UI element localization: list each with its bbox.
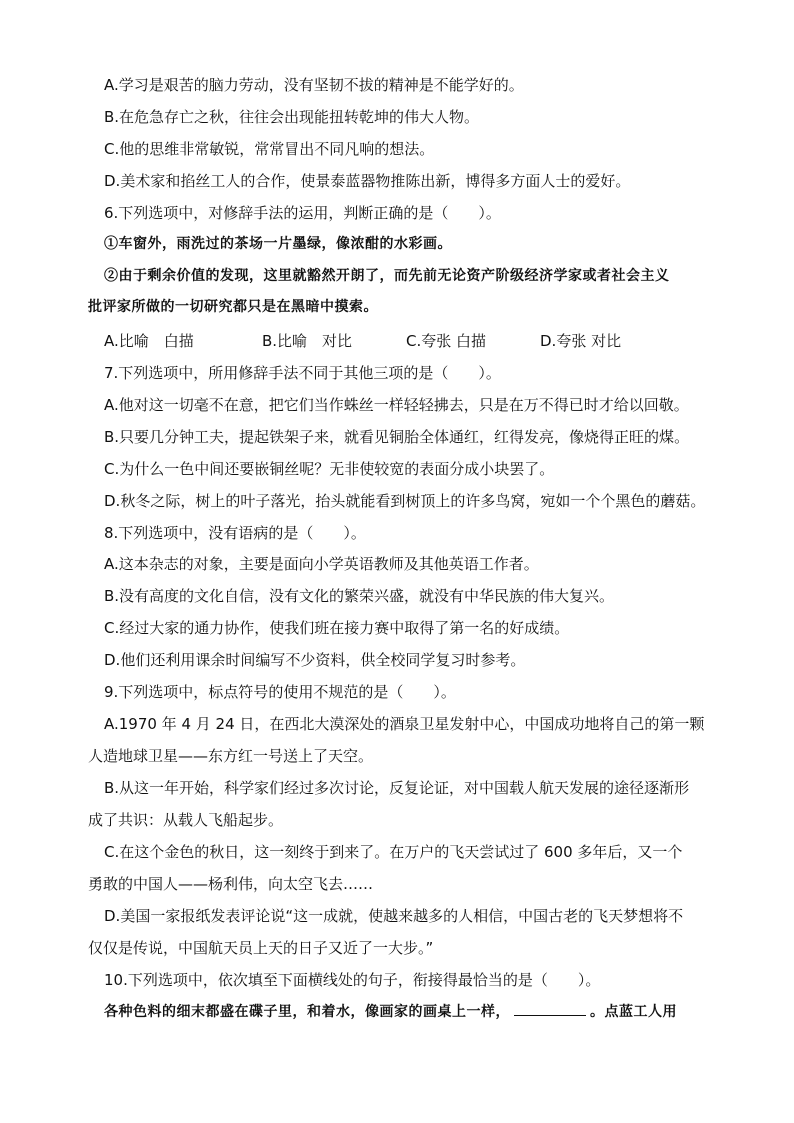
q6-sentence-1: ①车窗外，雨洗过的茶场一片墨绿，像浓酣的水彩画。 bbox=[104, 236, 452, 252]
question-8: 8.下列选项中，没有语病的是（ ）。 bbox=[104, 524, 366, 542]
q9-option-d-line2: 仅仅是传说，中国航天员上天的日子又近了一大步。” bbox=[88, 939, 434, 957]
q10-passage bbox=[104, 1001, 677, 1023]
q7-option-c: C.为什么一色中间还要嵌铜丝呢？无非使较宽的表面分成小块罢了。 bbox=[104, 460, 555, 478]
q8-option-c: C.经过大家的通力协作，使我们班在接力赛中取得了第一名的好成绩。 bbox=[104, 619, 570, 637]
question-6: 6.下列选项中，对修辞手法的运用，判断正确的是（ ）。 bbox=[104, 204, 501, 222]
q9-option-b-line1: B.从这一年开始，科学家们经过多次讨论，反复论证，对中国载人航天发展的途径逐渐形 bbox=[104, 779, 690, 797]
q7-option-b: B.只要几分钟工夫，提起铁架子来，就看见铜胎全体通红，红得发亮，像烧得正旺的煤。 bbox=[104, 428, 690, 446]
q7-option-a: A.他对这一切毫不在意，把它们当作蛛丝一样轻轻拂去，只是在万不得已时才给以回敬。 bbox=[104, 396, 689, 414]
q9-option-c-line2: 勇敢的中国人——杨利伟，向太空飞去…… bbox=[88, 875, 374, 893]
question-10: 10.下列选项中，依次填至下面横线处的句子，衔接得最恰当的是（ ）。 bbox=[104, 971, 601, 989]
option-line: B.在危急存亡之秋，往往会出现能扭转乾坤的伟大人物。 bbox=[104, 108, 480, 126]
q6-option-c: C.夸张 白描 bbox=[406, 332, 487, 350]
question-7: 7.下列选项中，所用修辞手法不同于其他三项的是（ ）。 bbox=[104, 364, 501, 382]
q6-option-d: D.夸张 对比 bbox=[540, 332, 622, 350]
answer-blank bbox=[514, 1001, 586, 1016]
q6-sentence-2a: ②由于剩余价值的发现，这里就豁然开朗了，而先前无论资产阶级经济学家或者社会主义 bbox=[104, 268, 670, 284]
q10-passage-part1: 各种色料的细末都盛在碟子里，和着水，像画家的画桌上一样， bbox=[104, 1004, 510, 1020]
q7-option-d: D.秋冬之际，树上的叶子落光，抬头就能看到树顶上的许多鸟窝，宛如一个个黑色的蘑菇。 bbox=[104, 492, 706, 510]
question-9: 9.下列选项中，标点符号的使用不规范的是（ ）。 bbox=[104, 683, 456, 701]
option-line: D.美术家和掐丝工人的合作，使景泰蓝器物推陈出新，博得多方面人士的爱好。 bbox=[104, 172, 631, 190]
option-line: A.学习是艰苦的脑力劳动，没有坚韧不拔的精神是不能学好的。 bbox=[104, 76, 524, 94]
q6-option-a: A.比喻 白描 bbox=[104, 332, 194, 350]
q9-option-d-line1: D.美国一家报纸发表评论说“这一成就，使越来越多的人相信，中国古老的飞天梦想将不 bbox=[104, 907, 684, 925]
q9-option-b-line2: 成了共识：从载人飞船起步。 bbox=[88, 811, 284, 829]
q8-option-a: A.这本杂志的对象，主要是面向小学英语教师及其他英语工作者。 bbox=[104, 555, 539, 573]
q6-option-b: B.比喻 对比 bbox=[262, 332, 353, 350]
q10-passage-part2: 。点蓝工人用 bbox=[590, 1004, 677, 1020]
option-line: C.他的思维非常敏锐，常常冒出不同凡响的想法。 bbox=[104, 140, 435, 158]
q8-option-b: B.没有高度的文化自信，没有文化的繁荣兴盛，就没有中华民族的伟大复兴。 bbox=[104, 587, 615, 605]
q6-options bbox=[104, 330, 621, 352]
q9-option-a-line2: 人造地球卫星——东方红一号送上了天空。 bbox=[88, 747, 374, 765]
q9-option-a-line1: A.1970 年 4 月 24 日，在西北大漠深处的酒泉卫星发射中心，中国成功地将自己的第一颗 bbox=[104, 715, 705, 733]
q8-option-d: D.他们还利用课余时间编写不少资料，供全校同学复习时参考。 bbox=[104, 651, 526, 669]
q9-option-c-line1: C.在这个金色的秋日，这一刻终于到来了。在万户的飞天尝试过了 600 多年后，又一个 bbox=[104, 843, 683, 861]
q6-sentence-2b: 批评家所做的一切研究都只是在黑暗中摸索。 bbox=[88, 299, 378, 315]
